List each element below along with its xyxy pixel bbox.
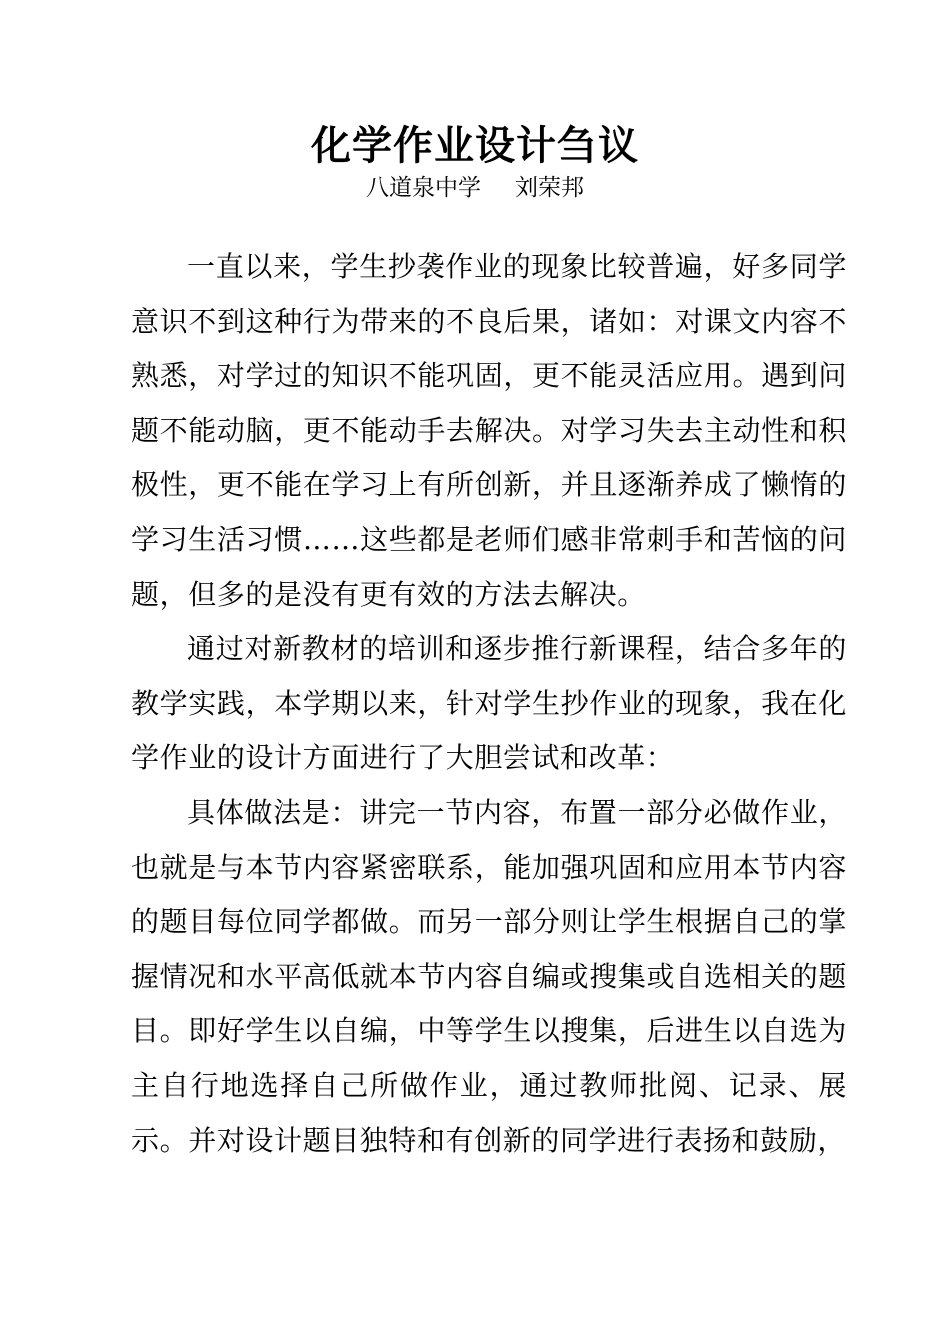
paragraph-2: 通过对新教材的培训和逐步推行新课程，结合多年的教学实践，本学期以来，针对学生抄作业的现象，我在化学作业的设计方面进行了大胆尝试和改革： <box>131 632 847 775</box>
paragraph-1: 一直以来，学生抄袭作业的现象比较普遍，好多同学意识不到这种行为带来的不良后果，诸如：对课文内容不熟悉，对学过的知识不能巩固，更不能灵活应用。遇到问题不能动脑，更不能动手去解决。对学习失去主动性和积极性，更不能在学习上有所创新，并且逐渐养成了懒惰的学习生活习惯……这些都是老师们感非常刺手和苦恼的问题，但多的是没有更有效的方法去解决。 <box>131 250 847 611</box>
document-title: 化学作业设计刍议 <box>311 123 639 169</box>
byline-author: 刘荣邦 <box>515 175 584 201</box>
byline-school: 八道泉中学 <box>366 175 481 201</box>
paragraph-3: 具体做法是：讲完一节内容，布置一部分必做作业，也就是与本节内容紧密联系，能加强巩固和应用本节内容的题目每位同学都做。而另一部分则让学生根据自己的掌握情况和水平高低就本节内容自编或搜集或自选相关的题目。即好学生以自编，中等学生以搜集，后进生以自选为主自行地选择自己所做作业，通过教师批阅、记录、展示。并对设计题目独特和有创新的同学进行表扬和鼓励， <box>131 795 847 1157</box>
document-body <box>131 240 847 1168</box>
document-byline <box>0 170 950 206</box>
